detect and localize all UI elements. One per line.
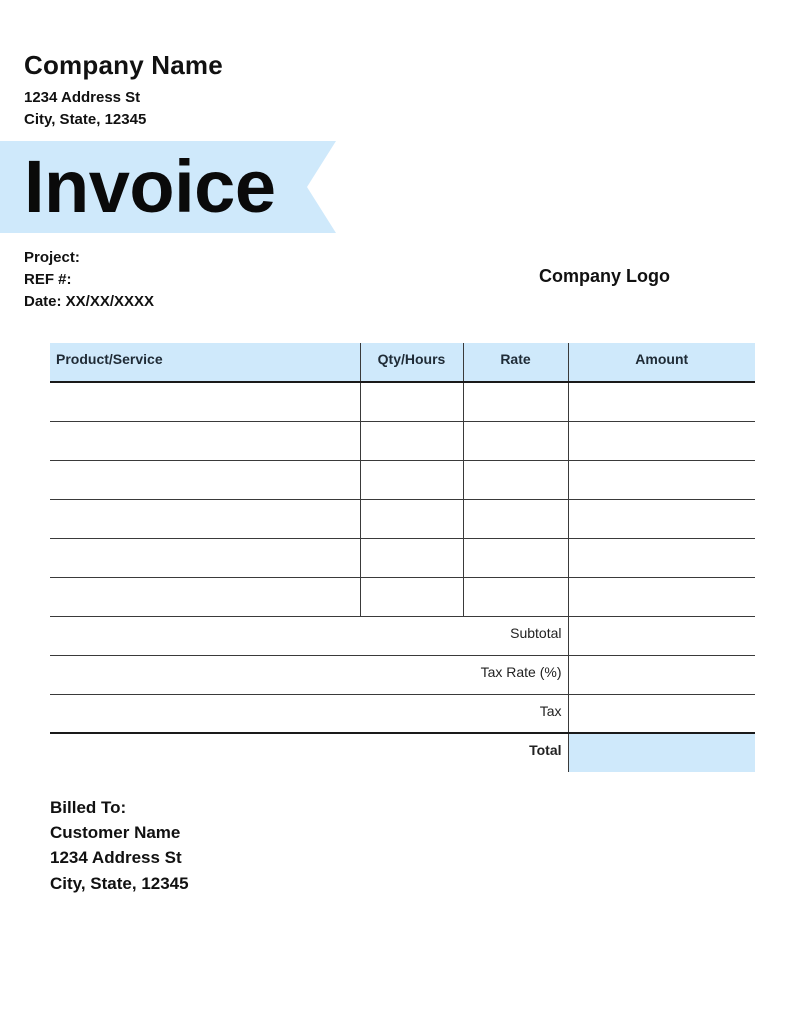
table-row	[50, 421, 755, 460]
cell-qty[interactable]	[360, 460, 463, 499]
customer-address-line2: City, State, 12345	[50, 874, 189, 893]
invoice-items-table	[50, 343, 755, 772]
table-row	[50, 460, 755, 499]
header-amount: Amount	[568, 343, 755, 382]
cell-product[interactable]	[50, 538, 360, 577]
cell-qty[interactable]	[360, 382, 463, 421]
table-row	[50, 538, 755, 577]
cell-product[interactable]	[50, 382, 360, 421]
cell-qty[interactable]	[360, 421, 463, 460]
total-label: Total	[529, 742, 562, 758]
header-product-service: Product/Service	[50, 343, 360, 382]
cell-rate[interactable]	[463, 382, 568, 421]
customer-address-line1: 1234 Address St	[50, 848, 182, 867]
cell-amount[interactable]	[568, 577, 755, 616]
tax-value[interactable]	[568, 694, 755, 733]
project-label: Project:	[24, 249, 80, 266]
cell-product[interactable]	[50, 460, 360, 499]
cell-rate[interactable]	[463, 499, 568, 538]
tax-rate-row	[50, 655, 755, 694]
ref-label: REF #:	[24, 271, 72, 288]
cell-product[interactable]	[50, 577, 360, 616]
cell-amount[interactable]	[568, 382, 755, 421]
cell-rate[interactable]	[463, 538, 568, 577]
cell-product[interactable]	[50, 499, 360, 538]
company-address-line1: 1234 Address St	[24, 89, 141, 106]
header-qty-hours: Qty/Hours	[360, 343, 463, 382]
cell-qty[interactable]	[360, 499, 463, 538]
cell-amount[interactable]	[568, 499, 755, 538]
cell-product[interactable]	[50, 421, 360, 460]
tax-rate-value[interactable]	[568, 655, 755, 694]
cell-amount[interactable]	[568, 460, 755, 499]
subtotal-row	[50, 616, 755, 655]
table-row	[50, 577, 755, 616]
company-name: Company Name	[24, 50, 223, 80]
date-label: Date: XX/XX/XXXX	[24, 293, 155, 310]
company-logo-placeholder: Company Logo	[539, 266, 670, 286]
table-header-row	[50, 343, 755, 382]
cell-amount[interactable]	[568, 538, 755, 577]
table-row	[50, 382, 755, 421]
cell-rate[interactable]	[463, 460, 568, 499]
total-value[interactable]	[568, 733, 755, 772]
cell-qty[interactable]	[360, 538, 463, 577]
customer-name: Customer Name	[50, 823, 181, 842]
cell-amount[interactable]	[568, 421, 755, 460]
invoice-title: Invoice	[24, 145, 276, 228]
tax-label: Tax	[50, 694, 568, 733]
header-rate: Rate	[463, 343, 568, 382]
table-row	[50, 499, 755, 538]
tax-rate-label: Tax Rate (%)	[50, 655, 568, 694]
subtotal-value[interactable]	[568, 616, 755, 655]
company-address-line2: City, State, 12345	[24, 111, 147, 128]
tax-row	[50, 694, 755, 733]
cell-rate[interactable]	[463, 577, 568, 616]
cell-rate[interactable]	[463, 421, 568, 460]
cell-qty[interactable]	[360, 577, 463, 616]
billed-to-heading: Billed To:	[50, 798, 127, 817]
total-row	[50, 733, 755, 772]
subtotal-label: Subtotal	[50, 616, 568, 655]
